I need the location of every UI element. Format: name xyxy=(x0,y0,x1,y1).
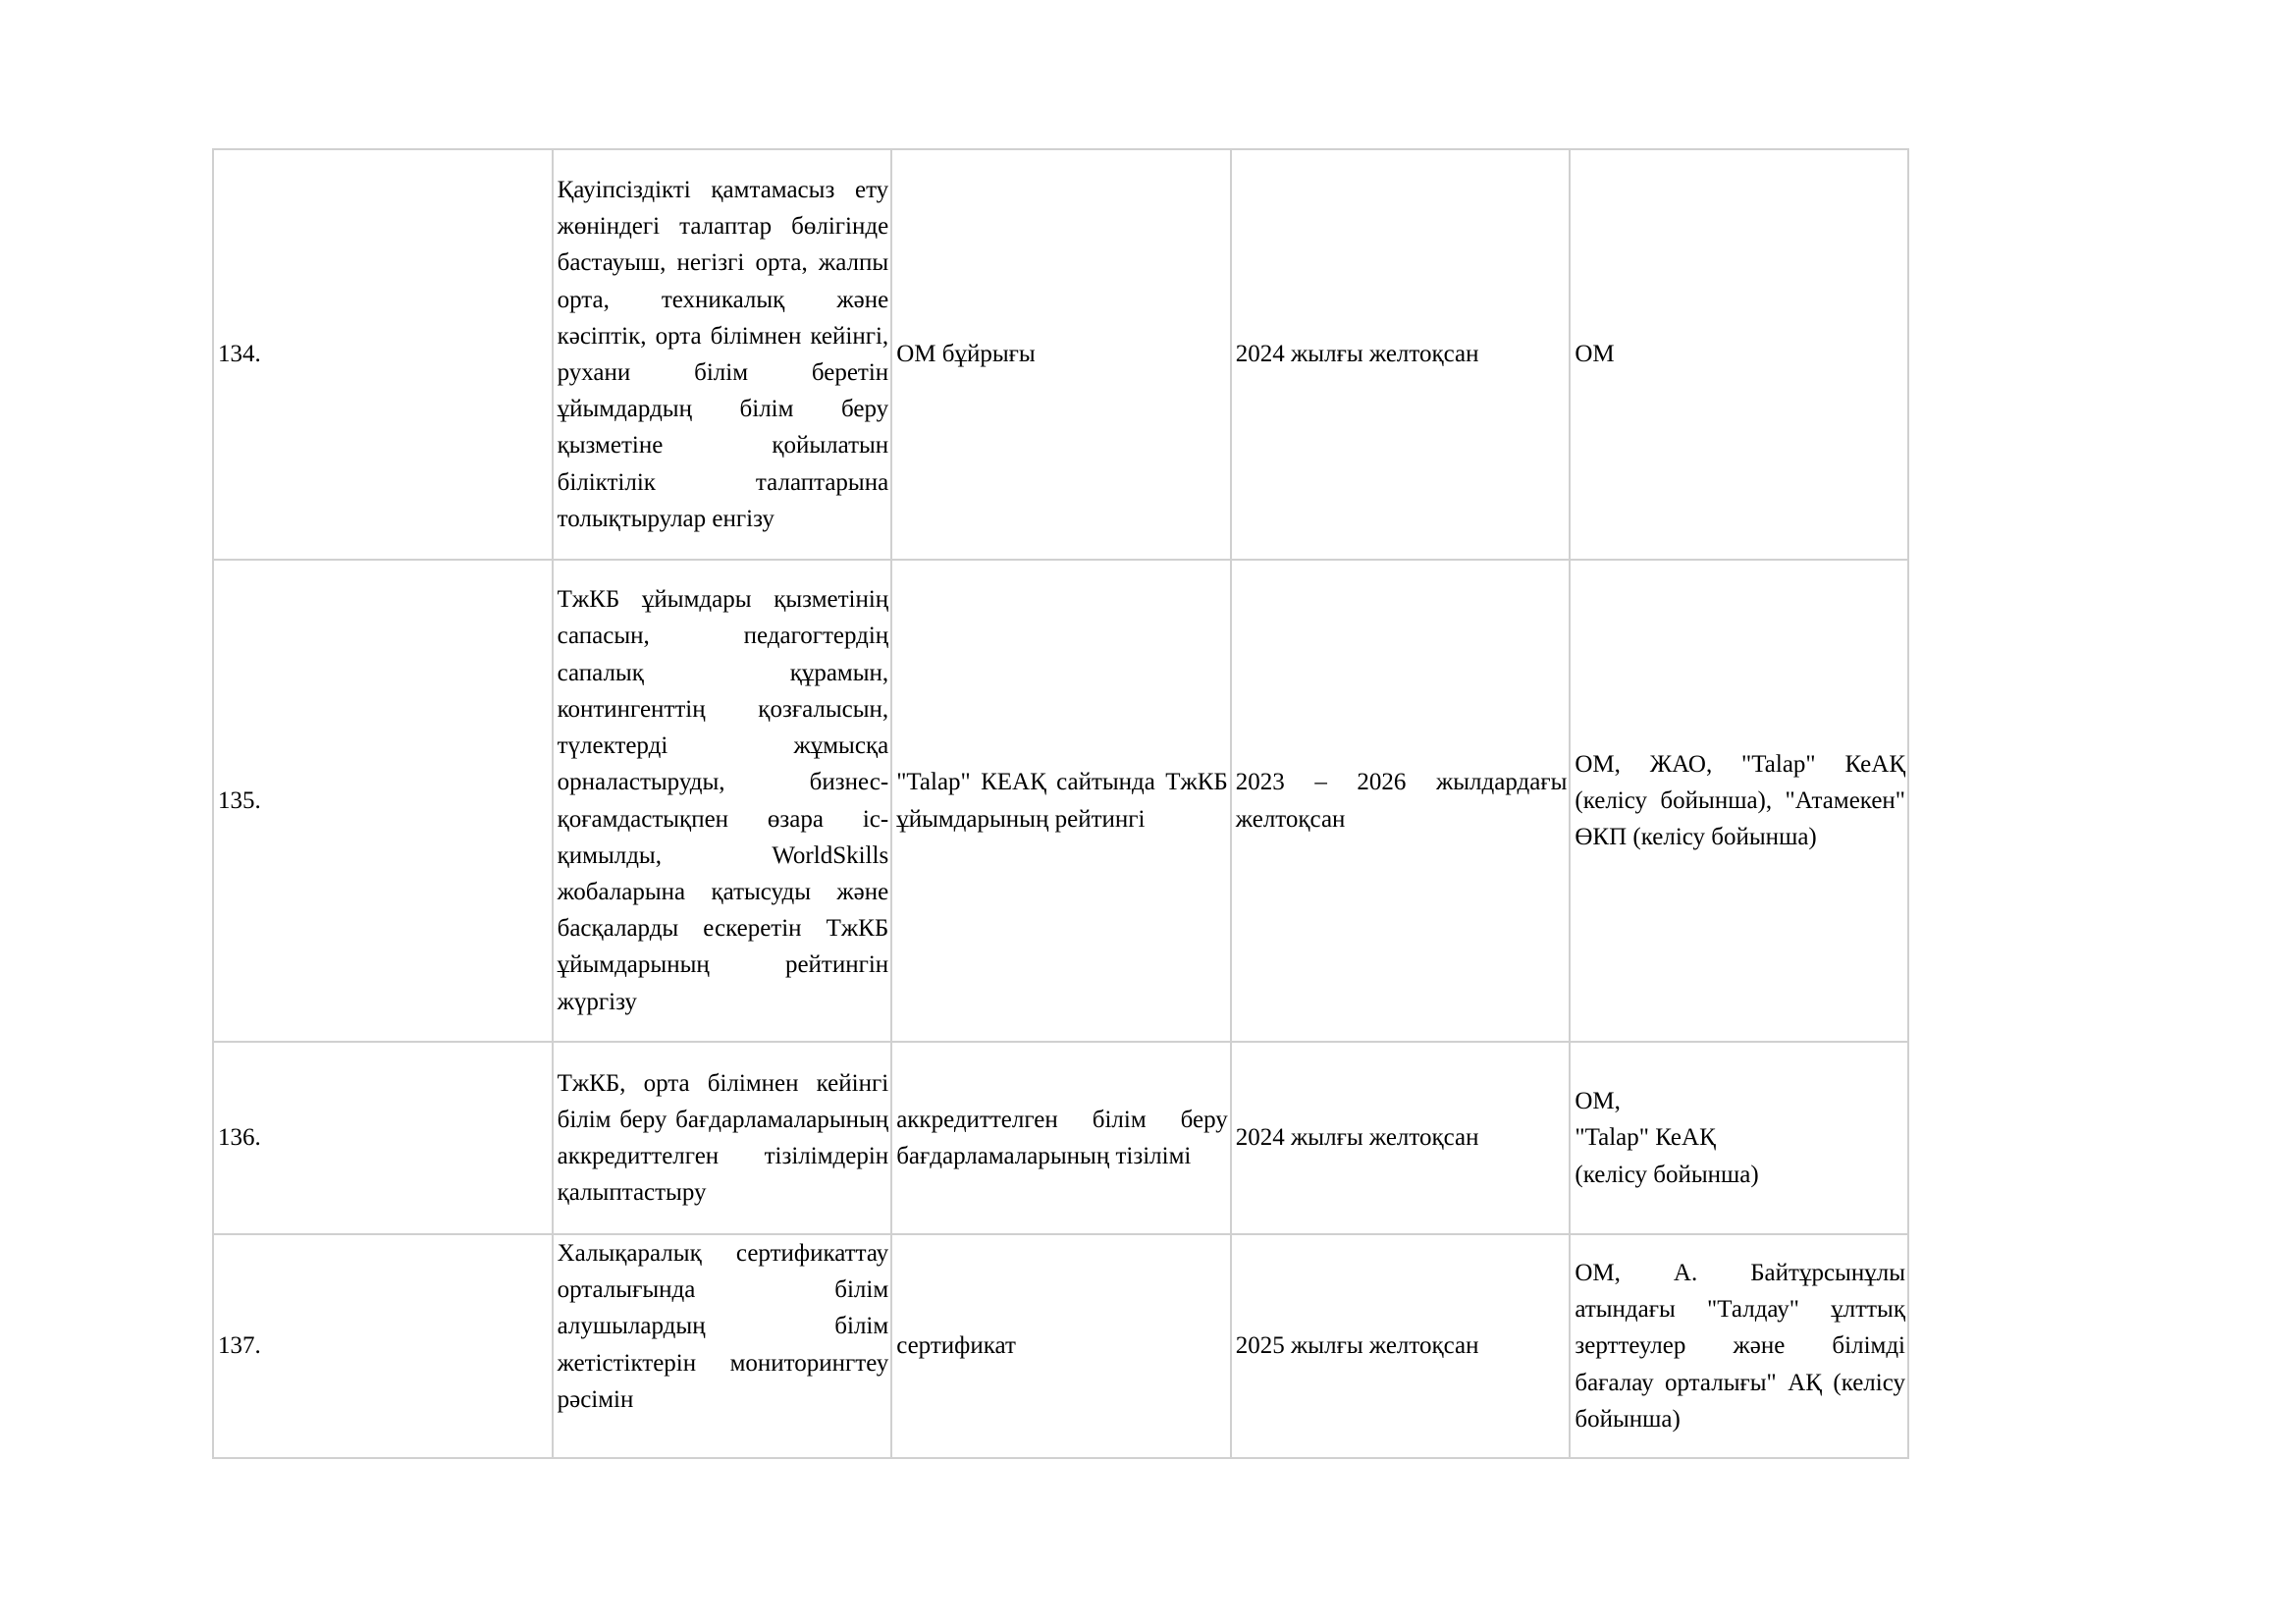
measure-name: ТжКБ ұйымдары қызметінің сапасын, педагогтердің сапалық құрамын, контингенттің қозғалысын, түлектерді жұмысқа орналастыруды, бизнес-қоғамдастықпен өзара іс-қимылды, WorldSkills жобаларына қатысуды және басқаларды ескеретін ТжКБ ұйымдарының рейтингін жүргізу xyxy=(553,560,892,1042)
row-number: 137. xyxy=(213,1234,553,1458)
responsible: ОМ, ЖАО, "Talap" КеАҚ (келісу бойынша), "Атамекен" ӨКП (келісу бойынша) xyxy=(1570,560,1908,1042)
completion-form: аккредиттелген білім беру бағдарламаларының тізілімі xyxy=(891,1042,1231,1234)
deadline: 2023 – 2026 жылдардағы желтоқсан xyxy=(1231,560,1571,1042)
action-plan-table xyxy=(212,148,1909,1459)
responsible: ОМ, А. Байтұрсынұлы атындағы "Талдау" ұлттық зерттеулер және білімді бағалау орталығы" АҚ (келісу бойынша) xyxy=(1570,1234,1908,1458)
deadline: 2025 жылғы желтоқсан xyxy=(1231,1234,1571,1458)
completion-form: ОМ бұйрығы xyxy=(891,149,1231,560)
responsible xyxy=(1570,1042,1908,1234)
row-number: 134. xyxy=(213,149,553,560)
completion-form: сертификат xyxy=(891,1234,1231,1458)
measure-name: Қауіпсіздікті қамтамасыз ету жөніндегі талаптар бөлігінде бастауыш, негізгі орта, жалпы орта, техникалық және кәсіптік, орта білімнен кейінгі, рухани білім беретін ұйымдардың білім беру қызметіне қойылатын біліктілік талаптарына толықтырулар енгізу xyxy=(553,149,892,560)
responsible-line: "Talap" КеАҚ xyxy=(1575,1124,1716,1152)
completion-form: "Talap" КЕАҚ сайтында ТжКБ ұйымдарының рейтингі xyxy=(891,560,1231,1042)
row-number: 135. xyxy=(213,560,553,1042)
deadline: 2024 жылғы желтоқсан xyxy=(1231,149,1571,560)
table-row xyxy=(213,149,1908,560)
row-number: 136. xyxy=(213,1042,553,1234)
measure-name: Халықаралық сертификаттау орталығында білім алушылардың білім жетістіктерін мониторингтеу рәсімін xyxy=(553,1234,892,1458)
table-row xyxy=(213,560,1908,1042)
deadline: 2024 жылғы желтоқсан xyxy=(1231,1042,1571,1234)
responsible: ОМ xyxy=(1570,149,1908,560)
table-row xyxy=(213,1042,1908,1234)
responsible-line: ОМ, xyxy=(1575,1088,1621,1115)
responsible-line: (келісу бойынша) xyxy=(1575,1161,1759,1188)
table-row xyxy=(213,1234,1908,1458)
measure-name: ТжКБ, орта білімнен кейінгі білім беру бағдарламаларының аккредиттелген тізілімдерін қалыптастыру xyxy=(553,1042,892,1234)
